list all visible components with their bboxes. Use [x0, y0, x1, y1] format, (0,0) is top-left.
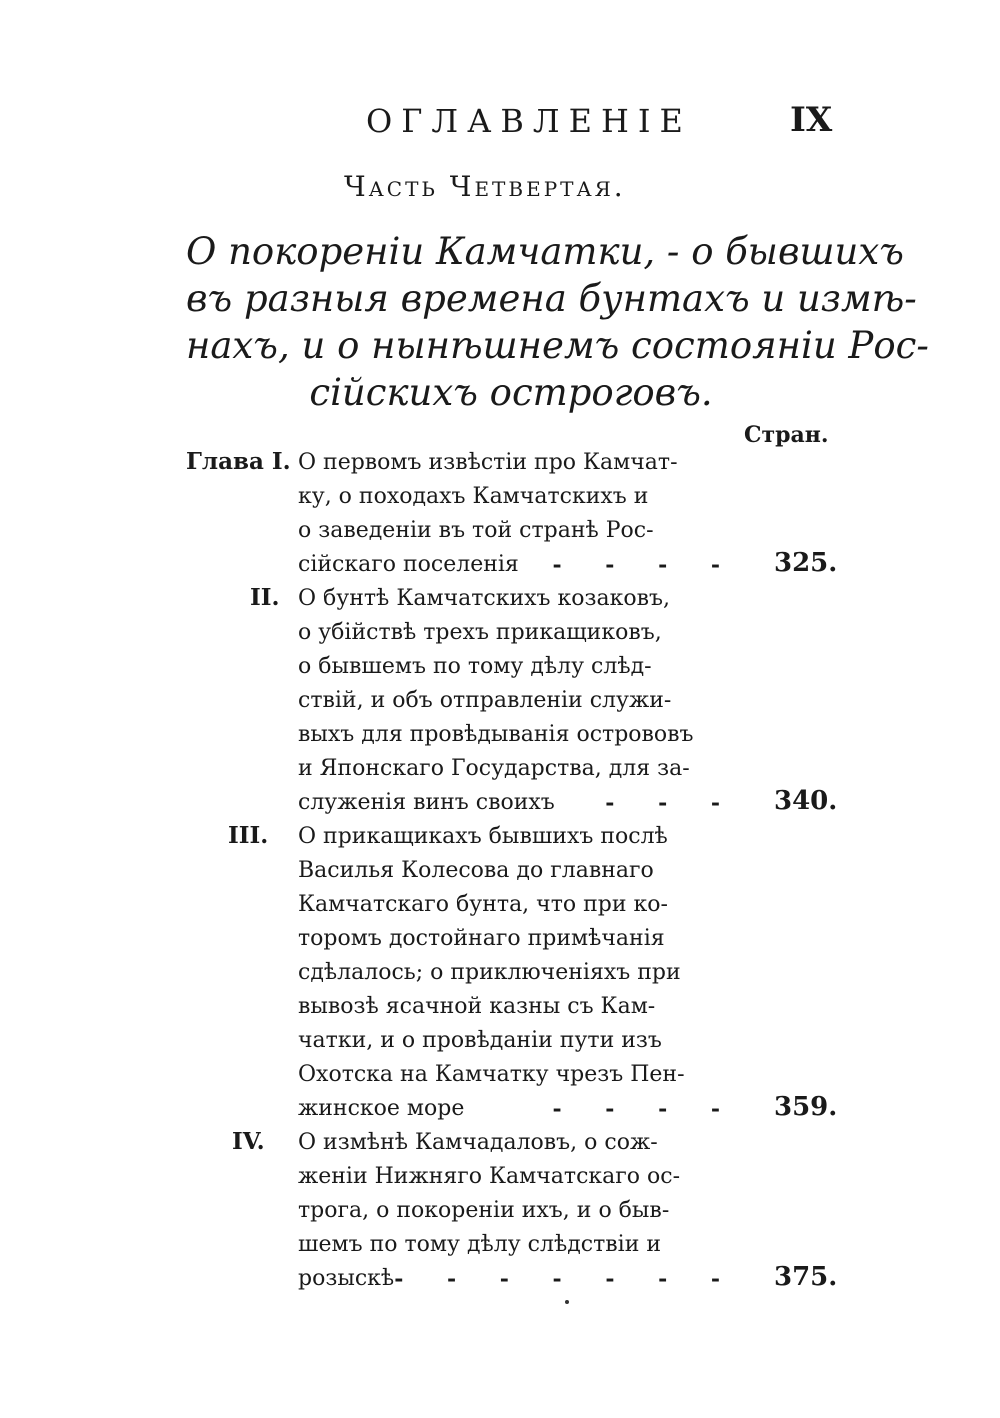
chapter-text-line: о бывшемъ по тому дѣлу слѣд- [298, 654, 652, 679]
chapter-text-line: сдѣлалось; о приключеніяхъ при [298, 960, 681, 985]
chapter-text-line: выхъ для провѣдыванія острововъ [298, 722, 694, 747]
chapter-text: розыскѣ [298, 1266, 395, 1291]
chapter-text-line-last [298, 548, 738, 582]
chapter-label: III. [228, 822, 269, 849]
page-number: 359. [774, 1092, 838, 1122]
chapter-text-line: женіи Нижняго Камчатскаго ос- [298, 1164, 681, 1189]
page-number: 325. [774, 548, 838, 578]
chapter-text-line: ствій, и объ отправленіи служи- [298, 688, 672, 713]
dot-leader: - - - - - - - [394, 1266, 739, 1292]
dot-leader: - - - - [552, 1096, 738, 1122]
chapter-label: II. [250, 584, 280, 611]
column-header-pages: Стран. [744, 422, 829, 448]
part-title: Часть Четвертая. [344, 170, 626, 203]
chapter-label: Глава I. [186, 448, 291, 475]
running-head: ОГЛАВЛЕНІЕ [366, 102, 692, 140]
print-speck [565, 1300, 569, 1304]
dot-leader: - - - - [552, 552, 738, 578]
chapter-text-line-last [298, 786, 738, 820]
chapter-text-line: Василья Колесова до главнаго [298, 858, 654, 883]
chapter-text: жинское море [298, 1096, 465, 1121]
chapter-text-line: шемъ по тому дѣлу слѣдствіи и [298, 1232, 662, 1257]
chapter-text-line: вывозѣ ясачной казны съ Кам- [298, 994, 656, 1019]
chapter-text-line: чатки, и о провѣданіи пути изъ [298, 1028, 662, 1053]
page-number: 375. [774, 1262, 838, 1292]
subtitle-line: сійскихъ остроговъ. [309, 371, 713, 414]
chapter-text: сійскаго поселенія [298, 552, 519, 577]
chapter-text-line: ку, о походахъ Камчатскихъ и [298, 484, 649, 509]
subtitle-line: въ разныя времена бунтахъ и измѣ- [186, 277, 917, 320]
page-folio: IX [790, 100, 833, 140]
chapter-text-line: О первомъ извѣстіи про Камчат- [298, 450, 678, 475]
subtitle-line: нахъ, и о нынѣшнемъ состояніи Рос- [186, 324, 929, 367]
chapter-text-line-last [298, 1092, 738, 1126]
dot-leader: - - - [605, 790, 738, 816]
chapter-text-line: О прикащикахъ бывшихъ послѣ [298, 824, 668, 849]
subtitle-line: О покореніи Камчатки, - о бывшихъ [186, 230, 904, 273]
chapter-text-line: О измѣнѣ Камчадаловъ, о сож- [298, 1130, 658, 1155]
part-subtitle [186, 228, 929, 416]
chapter-text-line: трога, о покореніи ихъ, и о быв- [298, 1198, 670, 1223]
chapter-text-line: О бунтѣ Камчатскихъ козаковъ, [298, 586, 671, 611]
page-number: 340. [774, 786, 838, 816]
chapter-text-line: Камчатскаго бунта, что при ко- [298, 892, 668, 917]
chapter-label: IV. [232, 1128, 265, 1155]
chapter-text-line: о убійствѣ трехъ прикащиковъ, [298, 620, 662, 645]
chapter-text-line-last [298, 1262, 738, 1296]
chapter-text-line: о заведеніи въ той странѣ Рос- [298, 518, 654, 543]
chapter-text-line: и Японскаго Государства, для за- [298, 756, 690, 781]
chapter-text: служенія винъ своихъ [298, 790, 555, 815]
chapter-text-line: торомъ достойнаго примѣчанія [298, 926, 665, 951]
chapter-text-line: Охотска на Камчатку чрезъ Пен- [298, 1062, 685, 1087]
